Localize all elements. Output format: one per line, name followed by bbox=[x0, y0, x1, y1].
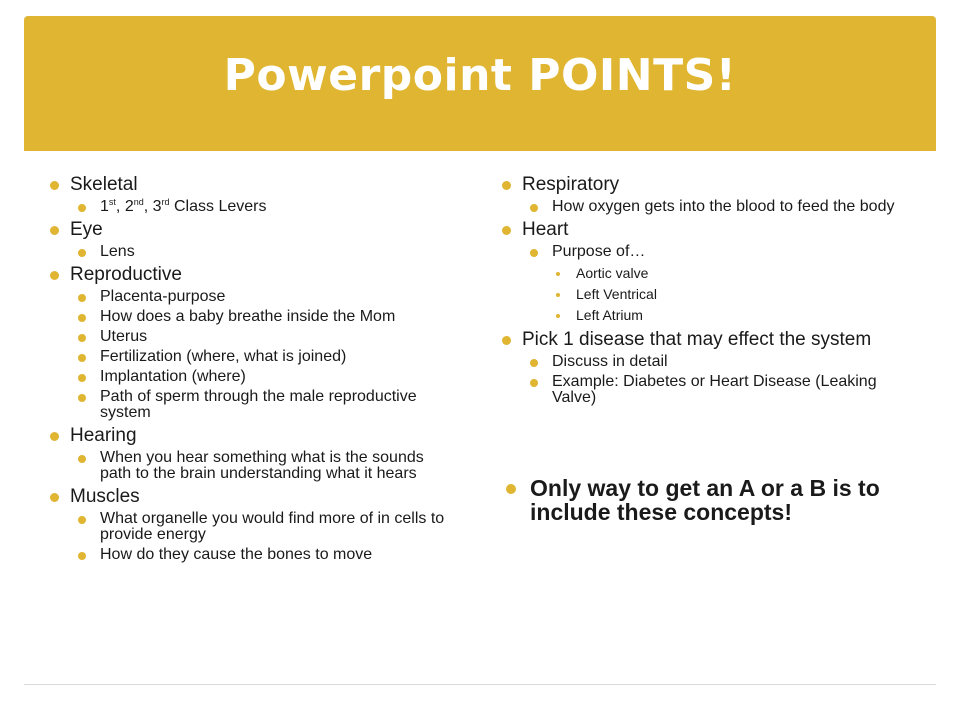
topic-label: Skeletal bbox=[70, 174, 138, 195]
topic-label: Hearing bbox=[70, 425, 137, 446]
bullet-icon bbox=[78, 294, 86, 302]
list-item: Placenta-purpose bbox=[70, 289, 458, 305]
bullet-icon bbox=[502, 181, 511, 190]
list-item: Uterus bbox=[70, 329, 458, 345]
topic-label: Eye bbox=[70, 219, 103, 240]
bullet-icon bbox=[50, 226, 59, 235]
topic-muscles bbox=[48, 486, 458, 563]
topic-reproductive bbox=[48, 264, 458, 421]
topic-respiratory bbox=[500, 174, 910, 215]
bullet-icon bbox=[530, 379, 538, 387]
topic-label: Reproductive bbox=[70, 264, 182, 285]
footer-divider bbox=[24, 684, 936, 685]
bullet-icon bbox=[556, 314, 560, 318]
list-item: How do they cause the bones to move bbox=[70, 547, 458, 563]
list-item: Example: Diabetes or Heart Disease (Leaking Valve) bbox=[522, 374, 910, 406]
list-item: Discuss in detail bbox=[522, 354, 910, 370]
right-column bbox=[500, 170, 910, 524]
list-item: Aortic valve bbox=[522, 266, 910, 281]
list-item: How does a baby breathe inside the Mom bbox=[70, 309, 458, 325]
list-item: Path of sperm through the male reproductive system bbox=[70, 389, 458, 421]
bullet-icon bbox=[78, 249, 86, 257]
list-item: Fertilization (where, what is joined) bbox=[70, 349, 458, 365]
bullet-icon bbox=[556, 272, 560, 276]
topic-skeletal bbox=[48, 174, 458, 215]
bullet-icon bbox=[78, 455, 86, 463]
title-banner bbox=[24, 16, 936, 151]
topic-label: Respiratory bbox=[522, 174, 620, 195]
list-item: How oxygen gets into the blood to feed the body bbox=[522, 199, 910, 215]
bullet-icon bbox=[50, 271, 59, 280]
bullet-icon bbox=[78, 552, 86, 560]
bullet-icon bbox=[556, 293, 560, 297]
bullet-icon bbox=[502, 336, 511, 345]
list-item: 1st, 2nd, 3rd Class Levers bbox=[70, 199, 458, 215]
bullet-icon bbox=[78, 314, 86, 322]
topic-disease bbox=[500, 329, 910, 406]
bullet-icon bbox=[530, 204, 538, 212]
topic-hearing bbox=[48, 425, 458, 482]
bullet-icon bbox=[50, 493, 59, 502]
topic-label: Pick 1 disease that may effect the system bbox=[522, 329, 872, 350]
emphasis-note: Only way to get an A or a B is to include these concepts! bbox=[500, 476, 910, 524]
bullet-icon bbox=[506, 484, 516, 494]
list-item: What organelle you would find more of in cells to provide energy bbox=[70, 511, 458, 543]
topic-heart bbox=[500, 219, 910, 323]
list-item: Implantation (where) bbox=[70, 369, 458, 385]
list-item: Purpose of… Aortic valve Left Ventrical Left Atrium bbox=[522, 244, 910, 323]
bullet-icon bbox=[530, 359, 538, 367]
bullet-icon bbox=[78, 334, 86, 342]
bullet-icon bbox=[502, 226, 511, 235]
list-item: Left Atrium bbox=[522, 308, 910, 323]
topic-label: Muscles bbox=[70, 486, 140, 507]
list-item: Left Ventrical bbox=[522, 287, 910, 302]
bullet-icon bbox=[78, 374, 86, 382]
list-item: When you hear something what is the sounds path to the brain understanding what it hears bbox=[70, 450, 458, 482]
slide-title: Powerpoint POINTS! bbox=[223, 50, 737, 101]
bullet-icon bbox=[50, 181, 59, 190]
bullet-icon bbox=[50, 432, 59, 441]
bullet-icon bbox=[530, 249, 538, 257]
bullet-icon bbox=[78, 394, 86, 402]
topic-label: Heart bbox=[522, 219, 569, 240]
left-column bbox=[48, 170, 458, 567]
bullet-icon bbox=[78, 204, 86, 212]
list-item: Lens bbox=[70, 244, 458, 260]
bullet-icon bbox=[78, 516, 86, 524]
topic-eye bbox=[48, 219, 458, 260]
bullet-icon bbox=[78, 354, 86, 362]
